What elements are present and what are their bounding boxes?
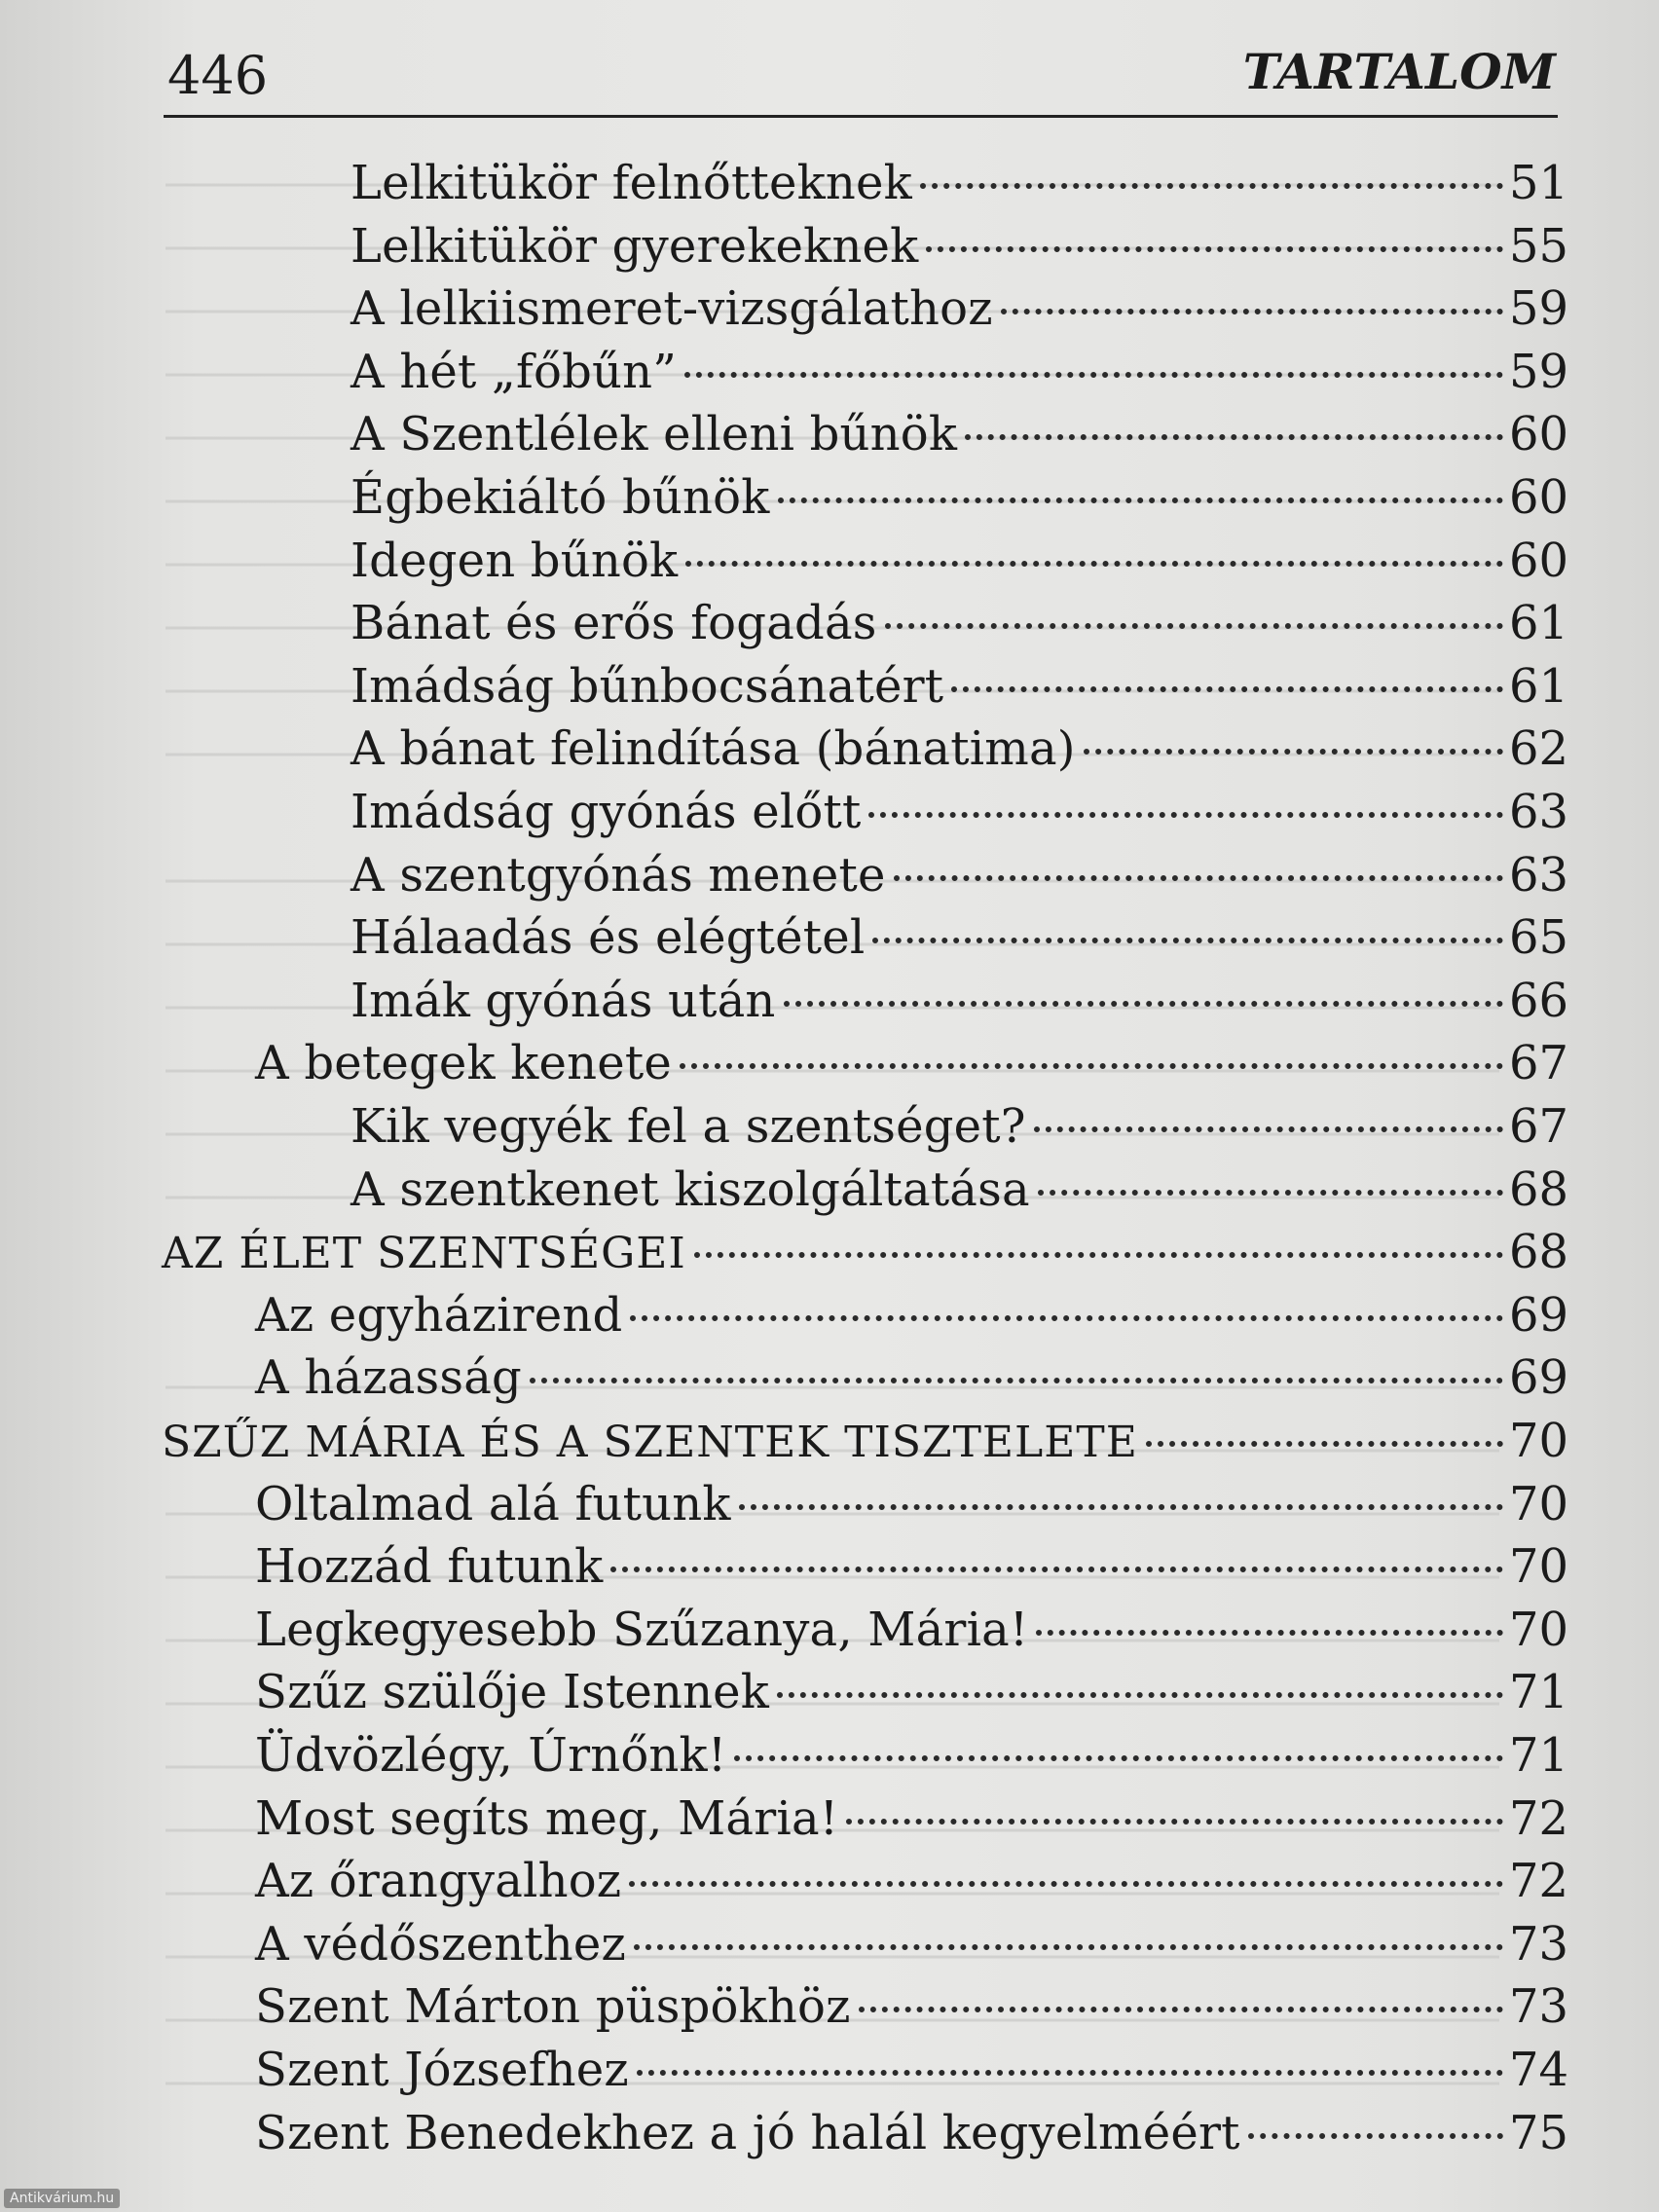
toc-entry [350, 277, 1569, 340]
toc-entry-title: A védőszenthez [255, 1916, 627, 1972]
toc-entry-title: Hálaadás és elégtétel [350, 910, 866, 966]
toc-entry [350, 844, 1569, 906]
dot-leader [1038, 1190, 1503, 1196]
toc-entry-page: 69 [1509, 1287, 1569, 1343]
toc-entry [162, 1410, 1569, 1472]
toc-entry-page: 59 [1509, 281, 1569, 337]
toc-entry [255, 2102, 1569, 2164]
toc-entry-page: 72 [1509, 1854, 1569, 1909]
toc-entry-page: 62 [1509, 721, 1569, 777]
toc-entry-title: Hozzád futunk [255, 1539, 604, 1595]
toc-entry-title: Kik vegyék fel a szentséget? [350, 1099, 1026, 1154]
toc-entry [255, 1724, 1569, 1787]
toc-entry-title: A szentgyónás menete [350, 847, 886, 903]
toc-entry [255, 1975, 1569, 2038]
toc-entry-page: 71 [1509, 1665, 1569, 1720]
toc-entry-title: Szent Benedekhez a jó halál kegyelméért [255, 2105, 1240, 2160]
toc-entry-page: 63 [1509, 847, 1569, 903]
toc-entry [255, 1788, 1569, 1850]
dot-leader [530, 1378, 1503, 1383]
toc-entry-title: A házasság [255, 1350, 522, 1406]
toc-entry-title: Az őrangyalhoz [255, 1854, 622, 1909]
toc-entry [255, 1535, 1569, 1598]
toc-entry-page: 69 [1509, 1350, 1569, 1406]
toc-entry-title: SZŰZ MÁRIA ÉS A SZENTEK TISZTELETE [162, 1418, 1138, 1467]
dot-leader [637, 2070, 1503, 2076]
toc-entry-title: Az egyházirend [255, 1287, 623, 1343]
toc-entry [255, 1913, 1569, 1975]
toc-entry-title: Szűz szülője Istennek [255, 1665, 770, 1720]
dot-leader [926, 246, 1503, 252]
dot-leader [630, 1315, 1503, 1321]
toc-entry-page: 68 [1509, 1225, 1569, 1280]
dot-leader [868, 812, 1503, 818]
toc-entry [350, 1159, 1569, 1221]
dot-leader [1146, 1441, 1503, 1447]
toc-entry-page: 60 [1509, 407, 1569, 462]
toc-entry-title: A betegek kenete [255, 1036, 672, 1091]
toc-entry-page: 70 [1509, 1539, 1569, 1595]
toc-entry [350, 530, 1569, 592]
toc-entry-title: Most segíts meg, Mária! [255, 1790, 839, 1846]
toc-entry-title: Lelkitükör felnőtteknek [350, 156, 912, 210]
dot-leader [777, 1692, 1503, 1698]
toc-entry [350, 718, 1569, 780]
dot-leader [610, 1567, 1503, 1572]
toc-entry-title: Lelkitükör gyerekeknek [350, 218, 919, 274]
toc-entry [350, 655, 1569, 718]
dot-leader [739, 1504, 1503, 1510]
toc-entry [255, 1850, 1569, 1912]
page-number: 446 [167, 45, 269, 106]
toc-entry-title: Legkegyesebb Szűzanya, Mária! [255, 1602, 1029, 1657]
toc-entry-title: A bánat felindítása (bánatima) [350, 721, 1076, 777]
dot-leader [965, 434, 1503, 440]
dot-leader [685, 561, 1503, 567]
dot-leader [894, 875, 1503, 881]
toc-entry-title: A lelkiismeret-vizsgálathoz [350, 281, 993, 337]
dot-leader [778, 498, 1504, 503]
dot-leader [951, 686, 1503, 692]
toc-entry [350, 152, 1569, 214]
toc-entry-title: A hét „főbűn” [350, 344, 678, 399]
dot-leader [634, 1944, 1503, 1950]
dot-leader [1034, 1126, 1503, 1132]
toc-entry-page: 65 [1509, 910, 1569, 966]
dot-leader [885, 623, 1503, 629]
toc-entry-page: 70 [1509, 1414, 1569, 1468]
toc-entry [255, 1599, 1569, 1661]
toc-entry [350, 906, 1569, 969]
toc-entry [255, 1284, 1569, 1346]
toc-entry-page: 75 [1509, 2105, 1569, 2160]
toc-entry-title: AZ ÉLET SZENTSÉGEI [162, 1229, 686, 1279]
toc-entry-title: Bánat és erős fogadás [350, 596, 877, 651]
dot-leader [680, 1063, 1503, 1069]
toc-entry-page: 59 [1509, 344, 1569, 399]
toc-entry-page: 74 [1509, 2043, 1569, 2097]
toc-entry-page: 70 [1509, 1476, 1569, 1531]
dot-leader [859, 2007, 1503, 2012]
toc-entry-title: Imádság gyónás előtt [350, 785, 862, 839]
toc-entry-page: 55 [1509, 218, 1569, 274]
dot-leader [920, 183, 1503, 189]
dot-leader [872, 938, 1503, 943]
dot-leader [1036, 1630, 1503, 1636]
dot-leader [734, 1755, 1503, 1761]
toc-entry [350, 1095, 1569, 1158]
toc-entry [255, 1661, 1569, 1723]
running-title: TARTALOM [1242, 43, 1556, 100]
dot-leader [629, 1881, 1503, 1887]
toc-entry-page: 66 [1509, 973, 1569, 1028]
toc-entry-page: 73 [1509, 1916, 1569, 1972]
toc-entry-page: 67 [1509, 1036, 1569, 1091]
toc-entry-page: 70 [1509, 1602, 1569, 1657]
toc-entry-title: Üdvözlégy, Úrnőnk! [255, 1728, 727, 1783]
toc-entry [350, 466, 1569, 529]
toc-entry [255, 2039, 1569, 2101]
toc-entry [255, 1473, 1569, 1535]
toc-entry-title: Oltalmad alá futunk [255, 1476, 731, 1531]
dot-leader [784, 1001, 1503, 1007]
toc-entry-page: 61 [1509, 658, 1569, 714]
watermark: Antikvárium.hu [4, 2189, 120, 2208]
dot-leader [1248, 2133, 1503, 2139]
dot-leader [684, 372, 1503, 378]
toc-entry [350, 341, 1569, 403]
toc-entry [162, 1221, 1569, 1283]
toc-entry [350, 592, 1569, 654]
toc-entry-title: Imák gyónás után [350, 973, 776, 1028]
toc-entry-page: 60 [1509, 470, 1569, 525]
toc-entry [255, 1346, 1569, 1409]
toc-entry [350, 970, 1569, 1032]
toc-entry-page: 73 [1509, 1979, 1569, 2035]
toc-entry [350, 403, 1569, 465]
toc-entry-page: 67 [1509, 1099, 1569, 1154]
toc-entry-title: Idegen bűnök [350, 533, 679, 588]
toc-entry-title: A Szentlélek elleni bűnök [350, 407, 958, 462]
toc-entry-page: 60 [1509, 533, 1569, 588]
toc-entry-title: Imádság bűnbocsánatért [350, 658, 944, 714]
dot-leader [694, 1252, 1503, 1258]
toc-entry-page: 61 [1509, 596, 1569, 651]
toc-entry [350, 215, 1569, 277]
dot-leader [846, 1819, 1503, 1825]
toc-entry [350, 781, 1569, 843]
toc-entry-page: 71 [1509, 1728, 1569, 1783]
dot-leader [1001, 309, 1503, 314]
toc-entry-page: 63 [1509, 785, 1569, 839]
toc-entry-page: 51 [1509, 156, 1569, 210]
page-header [164, 39, 1558, 118]
toc-entry-title: Égbekiáltó bűnök [350, 470, 770, 525]
toc-entry-title: Szent Márton püspökhöz [255, 1979, 851, 2035]
toc-entry-title: Szent Józsefhez [255, 2043, 629, 2097]
toc-entry-page: 72 [1509, 1790, 1569, 1846]
dot-leader [1084, 749, 1503, 755]
toc-entry-title: A szentkenet kiszolgáltatása [350, 1161, 1030, 1217]
toc-entry-page: 68 [1509, 1161, 1569, 1217]
toc-entry [255, 1032, 1569, 1094]
